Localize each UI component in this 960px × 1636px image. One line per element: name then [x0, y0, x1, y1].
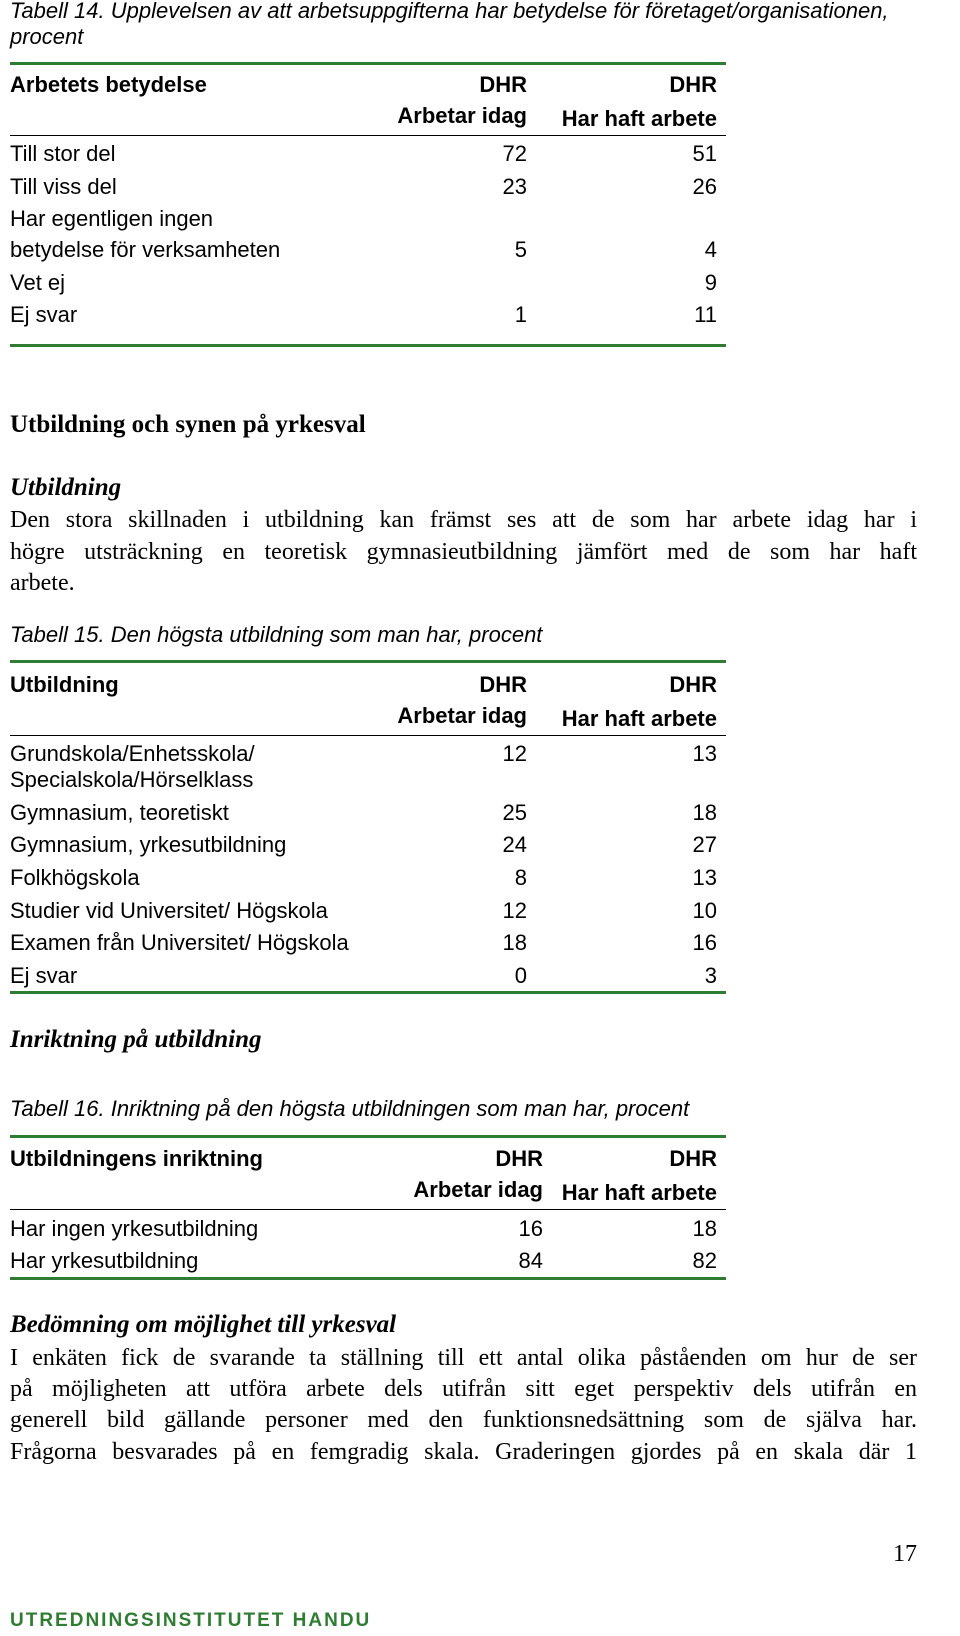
row-label: Till stor del: [10, 141, 116, 166]
row-value-har-haft-arbete: 51: [692, 141, 717, 166]
table15-header-rule: [10, 735, 726, 736]
table16-col2-top: DHR: [669, 1146, 717, 1171]
table14-top-rule: [10, 62, 726, 65]
table16-col2-bottom: Har haft arbete: [561, 1180, 717, 1205]
row-value-arbetar-idag: 23: [502, 174, 527, 199]
row-label: Examen från Universitet/ Högskola: [10, 930, 349, 955]
row-label: Folkhögskola: [10, 865, 140, 890]
row-label: Gymnasium, yrkesutbildning: [10, 832, 287, 857]
table15-top-rule: [10, 660, 726, 663]
row-value-arbetar-idag: 24: [502, 832, 527, 857]
paragraph-line: Den stora skillnaden i utbildning kan främst ses att de som har arbete idag har i: [10, 507, 917, 533]
table15-col2-top: DHR: [669, 672, 717, 697]
row-label: Har yrkesutbildning: [10, 1248, 199, 1273]
paragraph-line: generell bild gällande personer med den funktionsnedsättning som de själva har.: [10, 1407, 917, 1433]
table16-caption: Tabell 16. Inriktning på den högsta utbildningen som man har, procent: [10, 1096, 690, 1121]
row-value-arbetar-idag: 5: [514, 237, 527, 262]
table15-caption: Tabell 15. Den högsta utbildning som man har, procent: [10, 622, 543, 647]
table14-col1-bottom: Arbetar idag: [397, 103, 527, 128]
table14-col1-top: DHR: [479, 72, 527, 97]
row-label: Till viss del: [10, 174, 117, 199]
row-value-arbetar-idag: 18: [502, 930, 527, 955]
table14-caption: Tabell 14. Upplevelsen av att arbetsuppgifterna har betydelse för företaget/organisationen, procent: [10, 0, 889, 49]
row-value-har-haft-arbete: 82: [692, 1248, 717, 1273]
row-label-continued: Specialskola/Hörselklass: [10, 767, 254, 792]
row-value-arbetar-idag: 12: [502, 898, 527, 923]
row-value-har-haft-arbete: 10: [692, 898, 717, 923]
table16-col1-top: DHR: [495, 1146, 543, 1171]
paragraph-line: högre utsträckning en teoretisk gymnasieutbildning jämfört med de som har haft: [10, 539, 917, 565]
row-label: Har egentligen ingen: [10, 206, 214, 231]
table16-bottom-rule: [10, 1277, 726, 1280]
row-label: Grundskola/Enhetsskola/: [10, 741, 255, 766]
row-label: Vet ej: [10, 270, 66, 295]
footer-organization: UTREDNINGSINSTITUTET HANDU: [10, 1610, 372, 1631]
row-value-arbetar-idag: 0: [514, 963, 527, 988]
row-value-har-haft-arbete: 3: [704, 963, 717, 988]
row-value-har-haft-arbete: 18: [692, 800, 717, 825]
table16-top-rule: [10, 1135, 726, 1138]
row-value-har-haft-arbete: 4: [704, 237, 717, 262]
table16-header-label: Utbildningens inriktning: [10, 1146, 263, 1171]
paragraph-line: I enkäten fick de svarande ta ställning till ett antal olika påståenden om hur de ser: [10, 1345, 917, 1371]
paragraph-line: Frågorna besvarades på en femgradig skala. Graderingen gjordes på en skala där 1: [10, 1439, 917, 1465]
row-value-arbetar-idag: 25: [502, 800, 527, 825]
row-value-har-haft-arbete: 9: [704, 270, 717, 295]
row-value-arbetar-idag: 72: [502, 141, 527, 166]
paragraph-line: arbete.: [10, 570, 75, 596]
row-value-arbetar-idag: 16: [518, 1216, 543, 1241]
section-subheading: Bedömning om möjlighet till yrkesval: [10, 1311, 397, 1338]
row-value-har-haft-arbete: 26: [692, 174, 717, 199]
table14-bottom-rule: [10, 344, 726, 347]
section-heading: Utbildning och synen på yrkesval: [10, 411, 366, 438]
row-label-continued: betydelse för verksamheten: [10, 237, 281, 262]
row-label: Studier vid Universitet/ Högskola: [10, 898, 328, 923]
row-value-har-haft-arbete: 16: [692, 930, 717, 955]
row-value-har-haft-arbete: 27: [692, 832, 717, 857]
section-subheading: Utbildning: [10, 474, 122, 501]
row-value-arbetar-idag: 8: [514, 865, 527, 890]
table14-header-label: Arbetets betydelse: [10, 72, 207, 97]
row-value-har-haft-arbete: 18: [692, 1216, 717, 1241]
page-number: 17: [893, 1541, 917, 1567]
row-value-har-haft-arbete: 13: [692, 741, 717, 766]
row-label: Har ingen yrkesutbildning: [10, 1216, 259, 1241]
row-label: Gymnasium, teoretiskt: [10, 800, 229, 825]
table15-bottom-rule: [10, 991, 726, 994]
row-value-arbetar-idag: 1: [514, 302, 527, 327]
section-subheading: Inriktning på utbildning: [10, 1026, 262, 1053]
table15-header-label: Utbildning: [10, 672, 119, 697]
table15-col1-top: DHR: [479, 672, 527, 697]
table15-col1-bottom: Arbetar idag: [397, 703, 527, 728]
row-value-har-haft-arbete: 13: [692, 865, 717, 890]
row-label: Ej svar: [10, 963, 78, 988]
table16-header-rule: [10, 1209, 726, 1210]
table14-col2-bottom: Har haft arbete: [561, 106, 717, 131]
row-label: Ej svar: [10, 302, 78, 327]
row-value-arbetar-idag: 12: [502, 741, 527, 766]
table14-col2-top: DHR: [669, 72, 717, 97]
table15-col2-bottom: Har haft arbete: [561, 706, 717, 731]
row-value-har-haft-arbete: 11: [694, 302, 717, 327]
table14-header-rule: [10, 135, 726, 136]
paragraph-line: på möjligheten att utföra arbete dels utifrån sitt eget perspektiv dels utifrån en: [10, 1376, 917, 1402]
row-value-arbetar-idag: 84: [518, 1248, 543, 1273]
table16-col1-bottom: Arbetar idag: [413, 1177, 543, 1202]
